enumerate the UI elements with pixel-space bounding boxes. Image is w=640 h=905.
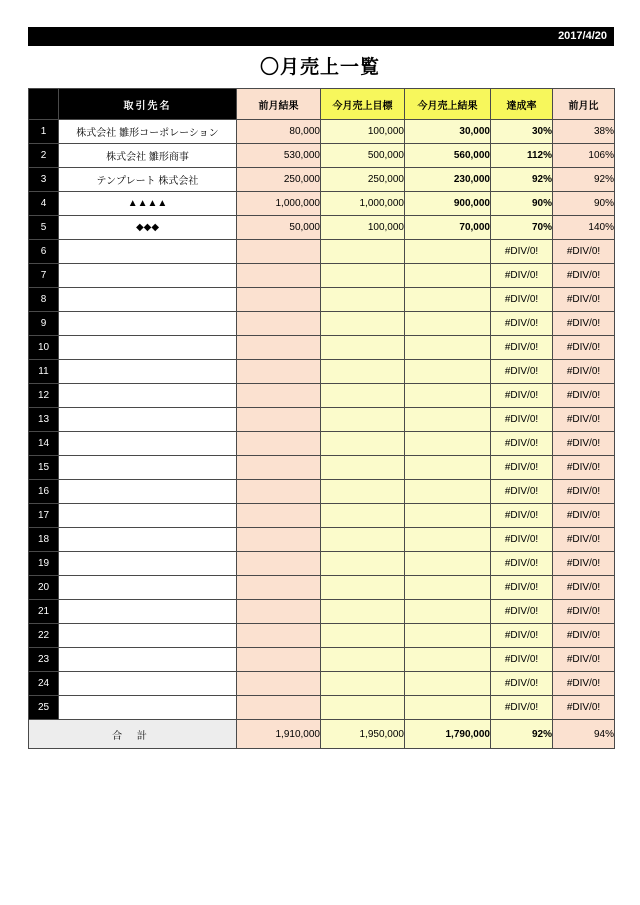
table-row[interactable]: [29, 648, 615, 672]
this-month-goal-cell[interactable]: [321, 456, 405, 480]
achievement-rate-cell[interactable]: 90%: [491, 192, 553, 216]
total-prev-month-result: 1,910,000: [237, 720, 321, 749]
prev-month-result-cell[interactable]: [237, 696, 321, 720]
achievement-rate-cell[interactable]: #DIV/0!: [491, 624, 553, 648]
client-name-cell[interactable]: [59, 432, 237, 456]
row-number-cell[interactable]: 24: [29, 672, 59, 696]
table-row[interactable]: [29, 384, 615, 408]
table-row[interactable]: [29, 240, 615, 264]
row-number-cell[interactable]: 16: [29, 480, 59, 504]
table-row[interactable]: [29, 288, 615, 312]
month-over-month-cell[interactable]: #DIV/0!: [553, 456, 615, 480]
achievement-rate-cell[interactable]: 92%: [491, 168, 553, 192]
achievement-rate-cell[interactable]: #DIV/0!: [491, 264, 553, 288]
prev-month-result-cell[interactable]: 80,000: [237, 120, 321, 144]
this-month-result-cell[interactable]: [405, 240, 491, 264]
this-month-goal-cell[interactable]: [321, 624, 405, 648]
month-over-month-cell[interactable]: #DIV/0!: [553, 408, 615, 432]
document-date: 2017/4/20: [558, 30, 607, 42]
this-month-result-cell[interactable]: [405, 360, 491, 384]
month-over-month-cell[interactable]: #DIV/0!: [553, 648, 615, 672]
header-month-over-month: 前月比: [553, 89, 615, 120]
total-achievement-rate: 92%: [491, 720, 553, 749]
header-this-month-result: 今月売上結果: [405, 89, 491, 120]
this-month-result-cell[interactable]: [405, 288, 491, 312]
achievement-rate-cell[interactable]: #DIV/0!: [491, 408, 553, 432]
total-this-month-goal: 1,950,000: [321, 720, 405, 749]
client-name-cell[interactable]: [59, 600, 237, 624]
achievement-rate-cell[interactable]: #DIV/0!: [491, 288, 553, 312]
this-month-goal-cell[interactable]: [321, 480, 405, 504]
this-month-goal-cell[interactable]: [321, 360, 405, 384]
table-row[interactable]: [29, 360, 615, 384]
this-month-goal-cell[interactable]: [321, 312, 405, 336]
table-row[interactable]: [29, 552, 615, 576]
table-row[interactable]: [29, 696, 615, 720]
table-row[interactable]: [29, 480, 615, 504]
row-number-cell[interactable]: 5: [29, 216, 59, 240]
achievement-rate-cell[interactable]: #DIV/0!: [491, 456, 553, 480]
prev-month-result-cell[interactable]: [237, 240, 321, 264]
prev-month-result-cell[interactable]: [237, 312, 321, 336]
prev-month-result-cell[interactable]: [237, 384, 321, 408]
client-name-cell[interactable]: 株式会社 雛形商事: [59, 144, 237, 168]
this-month-goal-cell[interactable]: [321, 432, 405, 456]
month-over-month-cell[interactable]: #DIV/0!: [553, 552, 615, 576]
row-number-cell[interactable]: 15: [29, 456, 59, 480]
achievement-rate-cell[interactable]: #DIV/0!: [491, 696, 553, 720]
this-month-result-cell[interactable]: [405, 456, 491, 480]
table-row[interactable]: [29, 216, 615, 240]
client-name-cell[interactable]: [59, 288, 237, 312]
table-row[interactable]: [29, 168, 615, 192]
date-bar: [28, 27, 614, 46]
client-name-cell[interactable]: [59, 696, 237, 720]
month-over-month-cell[interactable]: #DIV/0!: [553, 432, 615, 456]
achievement-rate-cell[interactable]: 30%: [491, 120, 553, 144]
client-name-cell[interactable]: ◆◆◆: [59, 216, 237, 240]
table-row[interactable]: [29, 528, 615, 552]
row-number-cell[interactable]: 25: [29, 696, 59, 720]
this-month-result-cell[interactable]: [405, 696, 491, 720]
achievement-rate-cell[interactable]: #DIV/0!: [491, 312, 553, 336]
month-over-month-cell[interactable]: #DIV/0!: [553, 360, 615, 384]
achievement-rate-cell[interactable]: #DIV/0!: [491, 576, 553, 600]
client-name-cell[interactable]: [59, 336, 237, 360]
prev-month-result-cell[interactable]: [237, 624, 321, 648]
row-number-cell[interactable]: 23: [29, 648, 59, 672]
achievement-rate-cell[interactable]: #DIV/0!: [491, 528, 553, 552]
row-number-cell[interactable]: 2: [29, 144, 59, 168]
achievement-rate-cell[interactable]: #DIV/0!: [491, 432, 553, 456]
this-month-goal-cell[interactable]: 100,000: [321, 216, 405, 240]
prev-month-result-cell[interactable]: [237, 336, 321, 360]
this-month-result-cell[interactable]: [405, 336, 491, 360]
this-month-goal-cell[interactable]: [321, 288, 405, 312]
client-name-cell[interactable]: 株式会社 雛形コーポレーション: [59, 120, 237, 144]
page-title: 〇月売上一覧: [259, 57, 380, 78]
this-month-goal-cell[interactable]: [321, 600, 405, 624]
table-row[interactable]: [29, 456, 615, 480]
achievement-rate-cell[interactable]: #DIV/0!: [491, 480, 553, 504]
row-number-cell[interactable]: 10: [29, 336, 59, 360]
table-row[interactable]: [29, 264, 615, 288]
row-number-cell[interactable]: 4: [29, 192, 59, 216]
this-month-result-cell[interactable]: 70,000: [405, 216, 491, 240]
this-month-goal-cell[interactable]: [321, 384, 405, 408]
prev-month-result-cell[interactable]: [237, 576, 321, 600]
this-month-goal-cell[interactable]: [321, 240, 405, 264]
row-number-cell[interactable]: 6: [29, 240, 59, 264]
total-label: 合 計: [29, 720, 237, 749]
table-row[interactable]: [29, 600, 615, 624]
month-over-month-cell[interactable]: #DIV/0!: [553, 264, 615, 288]
month-over-month-cell[interactable]: #DIV/0!: [553, 312, 615, 336]
row-number-cell[interactable]: 14: [29, 432, 59, 456]
this-month-goal-cell[interactable]: [321, 648, 405, 672]
prev-month-result-cell[interactable]: [237, 504, 321, 528]
month-over-month-cell[interactable]: 38%: [553, 120, 615, 144]
client-name-cell[interactable]: [59, 480, 237, 504]
row-number-cell[interactable]: 19: [29, 552, 59, 576]
month-over-month-cell[interactable]: 90%: [553, 192, 615, 216]
this-month-goal-cell[interactable]: [321, 264, 405, 288]
month-over-month-cell[interactable]: #DIV/0!: [553, 528, 615, 552]
table-row[interactable]: [29, 120, 615, 144]
prev-month-result-cell[interactable]: 530,000: [237, 144, 321, 168]
prev-month-result-cell[interactable]: [237, 432, 321, 456]
row-number-cell[interactable]: 22: [29, 624, 59, 648]
this-month-result-cell[interactable]: [405, 600, 491, 624]
prev-month-result-cell[interactable]: [237, 672, 321, 696]
client-name-cell[interactable]: [59, 408, 237, 432]
client-name-cell[interactable]: [59, 240, 237, 264]
row-number-cell[interactable]: 9: [29, 312, 59, 336]
month-over-month-cell[interactable]: #DIV/0!: [553, 696, 615, 720]
month-over-month-cell[interactable]: #DIV/0!: [553, 600, 615, 624]
client-name-cell[interactable]: [59, 672, 237, 696]
table-row[interactable]: [29, 336, 615, 360]
month-over-month-cell[interactable]: #DIV/0!: [553, 480, 615, 504]
table-row[interactable]: [29, 408, 615, 432]
achievement-rate-cell[interactable]: #DIV/0!: [491, 552, 553, 576]
month-over-month-cell[interactable]: #DIV/0!: [553, 288, 615, 312]
table-header-row: [29, 89, 615, 120]
this-month-goal-cell[interactable]: 500,000: [321, 144, 405, 168]
table-row[interactable]: [29, 192, 615, 216]
achievement-rate-cell[interactable]: #DIV/0!: [491, 240, 553, 264]
row-number-cell[interactable]: 18: [29, 528, 59, 552]
prev-month-result-cell[interactable]: [237, 408, 321, 432]
this-month-result-cell[interactable]: [405, 384, 491, 408]
this-month-result-cell[interactable]: [405, 480, 491, 504]
month-over-month-cell[interactable]: 92%: [553, 168, 615, 192]
month-over-month-cell[interactable]: #DIV/0!: [553, 672, 615, 696]
client-name-cell[interactable]: [59, 552, 237, 576]
month-over-month-cell[interactable]: 140%: [553, 216, 615, 240]
this-month-result-cell[interactable]: [405, 552, 491, 576]
this-month-result-cell[interactable]: 230,000: [405, 168, 491, 192]
achievement-rate-cell[interactable]: 112%: [491, 144, 553, 168]
achievement-rate-cell[interactable]: #DIV/0!: [491, 384, 553, 408]
table-row[interactable]: [29, 624, 615, 648]
row-number-cell[interactable]: 1: [29, 120, 59, 144]
this-month-goal-cell[interactable]: [321, 504, 405, 528]
client-name-cell[interactable]: [59, 264, 237, 288]
prev-month-result-cell[interactable]: 250,000: [237, 168, 321, 192]
client-name-cell[interactable]: [59, 648, 237, 672]
prev-month-result-cell[interactable]: 1,000,000: [237, 192, 321, 216]
client-name-cell[interactable]: [59, 624, 237, 648]
this-month-goal-cell[interactable]: 1,000,000: [321, 192, 405, 216]
row-number-cell[interactable]: 20: [29, 576, 59, 600]
table-row[interactable]: [29, 576, 615, 600]
this-month-result-cell[interactable]: 30,000: [405, 120, 491, 144]
this-month-result-cell[interactable]: [405, 624, 491, 648]
table-row[interactable]: [29, 504, 615, 528]
table-row[interactable]: [29, 144, 615, 168]
month-over-month-cell[interactable]: #DIV/0!: [553, 576, 615, 600]
client-name-cell[interactable]: [59, 384, 237, 408]
client-name-cell[interactable]: [59, 528, 237, 552]
row-number-cell[interactable]: 7: [29, 264, 59, 288]
achievement-rate-cell[interactable]: #DIV/0!: [491, 360, 553, 384]
row-number-cell[interactable]: 3: [29, 168, 59, 192]
this-month-result-cell[interactable]: [405, 432, 491, 456]
client-name-cell[interactable]: [59, 312, 237, 336]
month-over-month-cell[interactable]: #DIV/0!: [553, 240, 615, 264]
total-row: [29, 720, 615, 749]
sales-table: [28, 88, 615, 749]
achievement-rate-cell[interactable]: #DIV/0!: [491, 648, 553, 672]
table-row[interactable]: [29, 312, 615, 336]
client-name-cell[interactable]: [59, 360, 237, 384]
this-month-result-cell[interactable]: [405, 504, 491, 528]
header-client-name: 取引先名: [59, 89, 237, 120]
month-over-month-cell[interactable]: #DIV/0!: [553, 384, 615, 408]
client-name-cell[interactable]: [59, 576, 237, 600]
header-achievement-rate: 達成率: [491, 89, 553, 120]
this-month-goal-cell[interactable]: [321, 576, 405, 600]
this-month-goal-cell[interactable]: [321, 552, 405, 576]
month-over-month-cell[interactable]: 106%: [553, 144, 615, 168]
client-name-cell[interactable]: [59, 456, 237, 480]
prev-month-result-cell[interactable]: [237, 480, 321, 504]
prev-month-result-cell[interactable]: [237, 552, 321, 576]
row-number-cell[interactable]: 12: [29, 384, 59, 408]
month-over-month-cell[interactable]: #DIV/0!: [553, 504, 615, 528]
row-number-cell[interactable]: 8: [29, 288, 59, 312]
achievement-rate-cell[interactable]: 70%: [491, 216, 553, 240]
total-month-over-month: 94%: [553, 720, 615, 749]
this-month-result-cell[interactable]: [405, 576, 491, 600]
achievement-rate-cell[interactable]: #DIV/0!: [491, 600, 553, 624]
this-month-result-cell[interactable]: 560,000: [405, 144, 491, 168]
prev-month-result-cell[interactable]: 50,000: [237, 216, 321, 240]
this-month-result-cell[interactable]: [405, 312, 491, 336]
this-month-goal-cell[interactable]: [321, 528, 405, 552]
month-over-month-cell[interactable]: #DIV/0!: [553, 624, 615, 648]
table-row[interactable]: [29, 672, 615, 696]
row-number-cell[interactable]: 17: [29, 504, 59, 528]
sales-table-container: [28, 88, 614, 749]
prev-month-result-cell[interactable]: [237, 600, 321, 624]
prev-month-result-cell[interactable]: [237, 264, 321, 288]
row-number-cell[interactable]: 11: [29, 360, 59, 384]
this-month-result-cell[interactable]: 900,000: [405, 192, 491, 216]
this-month-result-cell[interactable]: [405, 672, 491, 696]
month-over-month-cell[interactable]: #DIV/0!: [553, 336, 615, 360]
this-month-goal-cell[interactable]: [321, 336, 405, 360]
this-month-result-cell[interactable]: [405, 264, 491, 288]
client-name-cell[interactable]: ▲▲▲▲: [59, 192, 237, 216]
header-row-number: [29, 89, 59, 120]
prev-month-result-cell[interactable]: [237, 648, 321, 672]
client-name-cell[interactable]: テンプレート 株式会社: [59, 168, 237, 192]
prev-month-result-cell[interactable]: [237, 528, 321, 552]
prev-month-result-cell[interactable]: [237, 456, 321, 480]
achievement-rate-cell[interactable]: #DIV/0!: [491, 672, 553, 696]
table-row[interactable]: [29, 432, 615, 456]
this-month-result-cell[interactable]: [405, 648, 491, 672]
this-month-goal-cell[interactable]: 250,000: [321, 168, 405, 192]
achievement-rate-cell[interactable]: #DIV/0!: [491, 336, 553, 360]
total-this-month-result: 1,790,000: [405, 720, 491, 749]
this-month-goal-cell[interactable]: [321, 696, 405, 720]
header-prev-month-result: 前月結果: [237, 89, 321, 120]
header-this-month-goal: 今月売上目標: [321, 89, 405, 120]
row-number-cell[interactable]: 21: [29, 600, 59, 624]
this-month-result-cell[interactable]: [405, 528, 491, 552]
prev-month-result-cell[interactable]: [237, 288, 321, 312]
row-number-cell[interactable]: 13: [29, 408, 59, 432]
prev-month-result-cell[interactable]: [237, 360, 321, 384]
this-month-goal-cell[interactable]: [321, 408, 405, 432]
this-month-goal-cell[interactable]: [321, 672, 405, 696]
client-name-cell[interactable]: [59, 504, 237, 528]
achievement-rate-cell[interactable]: #DIV/0!: [491, 504, 553, 528]
this-month-result-cell[interactable]: [405, 408, 491, 432]
this-month-goal-cell[interactable]: 100,000: [321, 120, 405, 144]
